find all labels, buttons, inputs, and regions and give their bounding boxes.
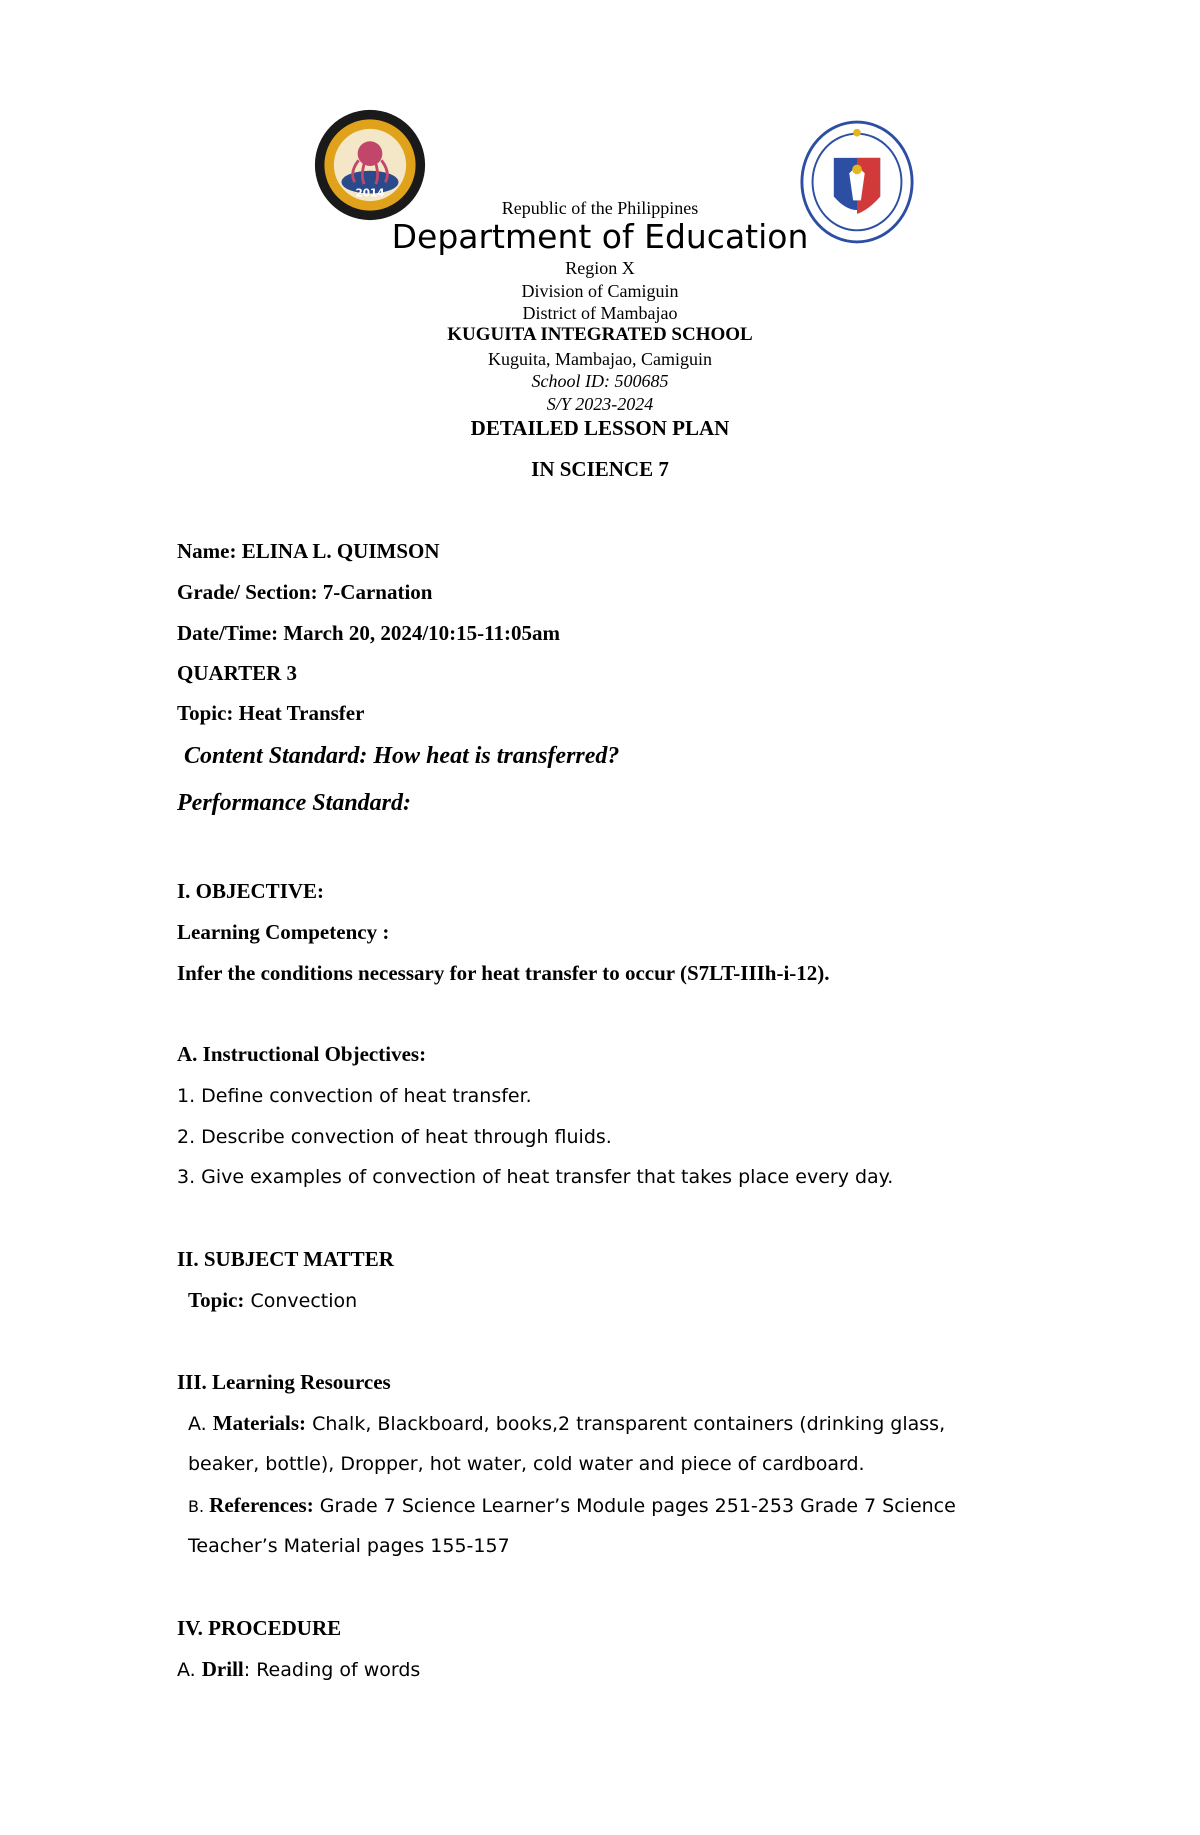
document-title: DETAILED LESSON PLAN (470, 416, 730, 440)
objective-heading: I. OBJECTIVE: (177, 879, 325, 903)
materials-prefix: A. (188, 1413, 213, 1435)
learning-competency-label: Learning Competency : (177, 920, 390, 944)
subject-topic-value: Convection (244, 1290, 358, 1312)
header-district: District of Mambajao (522, 303, 678, 323)
learning-competency: Infer the conditions necessary for heat transfer to occur (S7LT-IIIh-i-12). (177, 961, 830, 985)
date-time: Date/Time: March 20, 2024/10:15-11:05am (177, 621, 560, 645)
subject-topic-label: Topic: (188, 1288, 245, 1312)
drill-line (177, 1656, 420, 1683)
references-prefix: B. (188, 1497, 210, 1516)
subject-matter-heading: II. SUBJECT MATTER (177, 1247, 394, 1271)
header-school-id: School ID: 500685 (531, 371, 669, 391)
header-region: Region X (565, 258, 635, 278)
references-line (188, 1492, 956, 1520)
header-school-name: KUGUITA INTEGRATED SCHOOL (447, 324, 753, 345)
performance-standard: Performance Standard: (177, 790, 411, 816)
header-division: Division of Camiguin (521, 281, 679, 301)
header-school-year: S/Y 2023-2024 (546, 394, 654, 414)
header-republic: Republic of the Philippines (501, 198, 699, 218)
objective-item: 3. Give examples of convection of heat transfer that takes place every day. (177, 1166, 894, 1188)
materials-line (188, 1410, 945, 1437)
references-continuation: Teacher’s Material pages 155-157 (188, 1535, 510, 1557)
instructional-objectives-heading: A. Instructional Objectives: (177, 1042, 427, 1066)
materials-continuation: beaker, bottle), Dropper, hot water, cold water and piece of cardboard. (188, 1453, 865, 1475)
objective-item: 1. Define convection of heat transfer. (177, 1085, 532, 1107)
content-standard: Content Standard: How heat is transferred? (184, 743, 620, 769)
header-department: Department of Education (391, 217, 809, 256)
quarter: QUARTER 3 (177, 661, 298, 685)
objective-item: 2. Describe convection of heat through fluids. (177, 1126, 612, 1148)
drill-label: Drill (201, 1657, 244, 1681)
teacher-name: Name: ELINA L. QUIMSON (177, 539, 440, 563)
materials-label: Materials: (212, 1411, 307, 1435)
document-subject: IN SCIENCE 7 (531, 457, 669, 481)
subject-topic-line (188, 1287, 357, 1314)
procedure-heading: IV. PROCEDURE (177, 1616, 342, 1640)
topic: Topic: Heat Transfer (177, 701, 365, 725)
school-seal-year: 2014 (355, 187, 385, 200)
learning-resources-heading: III. Learning Resources (177, 1370, 391, 1394)
header-address: Kuguita, Mambajao, Camiguin (488, 349, 712, 369)
references-text: Grade 7 Science Learner’s Module pages 251-253 Grade 7 Science (313, 1495, 956, 1517)
drill-text: : Reading of words (243, 1659, 421, 1681)
references-label: References: (209, 1493, 314, 1517)
drill-prefix: A. (177, 1659, 202, 1681)
grade-section: Grade/ Section: 7-Carnation (177, 580, 433, 604)
materials-text: Chalk, Blackboard, books,2 transparent containers (drinking glass, (306, 1413, 946, 1435)
